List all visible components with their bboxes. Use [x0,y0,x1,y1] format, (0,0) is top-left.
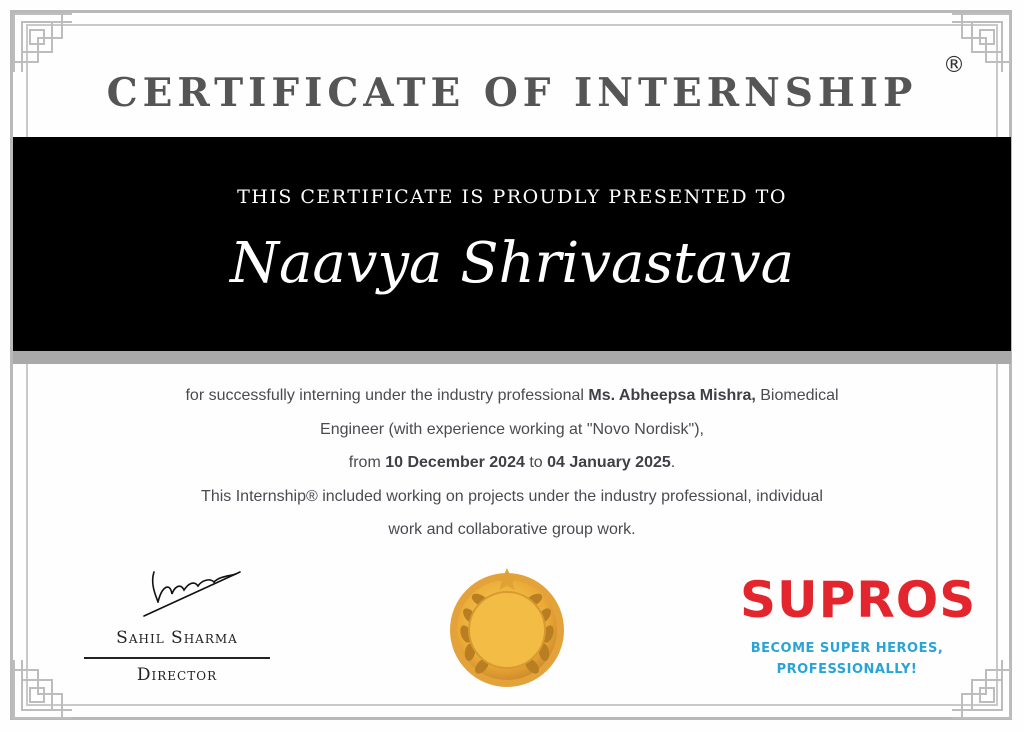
signatory-name: Sahil Sharma [116,628,238,648]
body-line-4: This Internship® included working on projects under the industry professional, individual [201,487,823,505]
certificate-title: CERTIFICATE OF INTERNSHIP [106,70,918,116]
recipient-name: Naavya Shrivastava [229,231,795,296]
start-date: 10 December 2024 [385,454,525,471]
body-line-5: work and collaborative group work. [388,521,636,538]
corner-ornament-bottom-left [12,658,74,720]
banner-shadow [13,350,1011,364]
certificate-body [110,379,914,547]
signatory-role: Director [136,665,218,685]
corner-ornament-top-left [12,12,74,74]
supros-tagline: BECOME SUPER HEROES, PROFESSIONALLY! [750,641,944,677]
registered-trademark-icon: ® [943,53,965,78]
gold-medal-icon [444,564,570,690]
end-date: 04 January 2025 [547,454,671,471]
presented-to-text: THIS CERTIFICATE IS PROUDLY PRESENTED TO [237,186,787,208]
professional-name: Ms. Abheepsa Mishra, [588,387,756,404]
corner-ornament-bottom-right [950,658,1012,720]
body-line-1: for successfully interning under the industry professional Ms. Abheepsa Mishra, Biomedical [185,387,839,404]
signature-line [84,657,270,659]
body-line-2: Engineer (with experience working at "Novo Nordisk"), [320,420,704,438]
signature-scribble [140,566,250,620]
body-line-3: from 10 December 2024 to 04 January 2025. [348,454,676,471]
supros-logo: SUPROS [740,571,977,629]
